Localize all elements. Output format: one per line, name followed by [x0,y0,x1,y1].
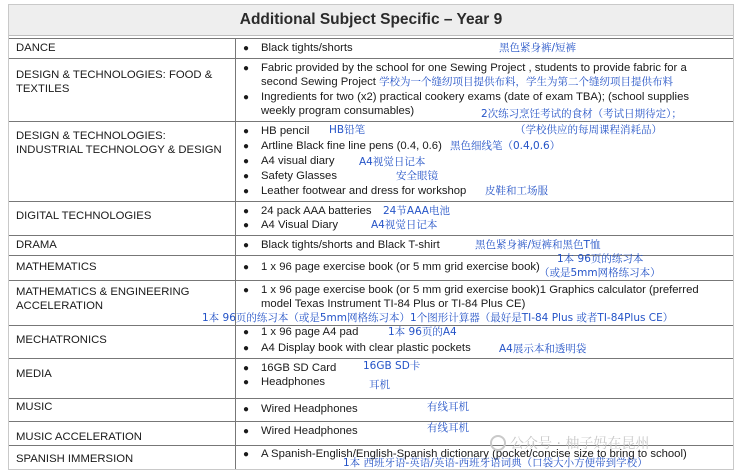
subject-drama: DRAMA [16,239,57,251]
list-item: ● Safety Glasses [243,170,337,182]
translation-note: 安全眼镜 [396,170,438,182]
list-item-continuation: second Sewing Project 学校为一个缝纫项目提供布料，学生为第二个缝纫项目提供布料 [261,76,674,88]
table-row [9,398,733,399]
list-item: ● Black tights/shorts and Black T-shirt [243,239,440,251]
list-item: ● Artline Black fine line pens (0.4, 0.6) [243,140,442,152]
list-item: ● 16GB SD Card [243,362,337,374]
table-row [9,58,733,59]
list-item: ● 1 x 96 page exercise book (or 5 mm grid exercise book) [243,261,540,273]
list-item: ● Fabric provided by the school for one Sewing Project , students to provide fabric for a [243,62,687,74]
list-item: ● HB pencil [243,125,310,137]
list-item: ● 24 pack AAA batteries [243,205,372,217]
table-title-bar [9,5,733,36]
list-item: ● A4 Visual Diary [243,219,339,231]
subject-industrial-technology: DESIGN & TECHNOLOGIES: INDUSTRIAL TECHNOLOGY & DESIGN [16,130,222,156]
translation-note: A4展示本和透明袋 [499,343,587,355]
translation-note: 24节AAA电池 [383,205,450,217]
translation-note: 有线耳机 [427,422,469,434]
list-item: ● 1 x 96 page A4 pad [243,326,359,338]
subject-digital-technologies: DIGITAL TECHNOLOGIES [16,210,152,222]
translation-note: HB铅笔 [329,124,366,136]
translation-note: A4视觉日记本 [359,156,426,168]
table-row [9,235,733,236]
list-item: ● Wired Headphones [243,425,358,437]
table-row [9,421,733,422]
list-item: ● A Spanish-English/English-Spanish dictionary (pocket/concise size to bring to school) [243,448,687,460]
list-item-continuation: model Texas Instrument TI-84 Plus or TI-84 Plus CE) [261,298,526,310]
translation-note: 皮鞋和工场服 [485,185,548,197]
list-item: ● Headphones [243,376,326,388]
table-row [9,280,733,281]
table-row [9,201,733,202]
list-item: ● A4 Display book with clear plastic pockets [243,342,471,354]
subject-media: MEDIA [16,368,52,380]
list-item: ● A4 visual diary [243,155,335,167]
subject-math-engineering-acceleration: MATHEMATICS & ENGINEERING ACCELERATION [16,286,190,312]
subject-mechatronics: MECHATRONICS [16,334,107,346]
list-item: ● Ingredients for two (x2) practical cookery exams (date of exam TBA); (school supplies [243,91,689,103]
subject-spanish-immersion: SPANISH IMMERSION [16,453,134,465]
subject-mathematics: MATHEMATICS [16,261,97,273]
table-title: Additional Subject Specific – Year 9 [239,11,503,28]
list-item-continuation: weekly program consumables) [261,105,415,117]
translation-note: A4视觉日记本 [371,219,438,231]
translation-note: 黑色紧身裤/短裤 [499,42,577,54]
translation-note: 1本 西班牙语-英语/英语-西班牙语词典（口袋大小方便带到学校） [343,457,648,469]
table-row [9,325,733,326]
list-item: ● Leather footwear and dress for workshop [243,185,467,197]
list-item: ● Black tights/shorts [243,42,353,54]
list-item: ● Wired Headphones [243,403,358,415]
translation-note: （或是5mm网格练习本） [539,267,661,279]
translation-note: 1本 96页的练习本 [557,253,644,265]
translation-note: 16GB SD卡 [363,360,421,372]
table-row [9,358,733,359]
subject-food-textiles: DESIGN & TECHNOLOGIES: FOOD & TEXTILES [16,69,213,95]
subject-music: MUSIC [16,401,53,413]
requirements-table [8,4,734,470]
translation-note: 耳机 [369,379,390,391]
list-item: ● 1 x 96 page exercise book (or 5 mm grid exercise book)1 Graphics calculator (preferred [243,284,699,296]
translation-note: 黑色细线笔（0.4,0.6） [450,140,561,152]
translation-note: 1本 96页的A4 [388,326,457,338]
subject-music-acceleration: MUSIC ACCELERATION [16,431,142,443]
translation-note: 2次练习烹饪考试的食材（考试日期待定）； [481,108,682,120]
translation-note: 有线耳机 [427,401,469,413]
subject-dance: DANCE [16,42,56,54]
wechat-icon [490,435,506,451]
column-divider [235,39,236,469]
table-row [9,121,733,122]
translation-note: （学校供应的每周课程消耗品） [515,124,662,136]
translation-note: 黑色紧身裤/短裤和黑色T恤 [475,239,601,251]
watermark: 公众号 · 柚子妈在昆州 [490,433,649,453]
translation-note: 1本 96页的练习本（或是5mm网格练习本）1个图形计算器（最好是TI-84 Plus 或者TI-84Plus CE） [202,312,674,324]
